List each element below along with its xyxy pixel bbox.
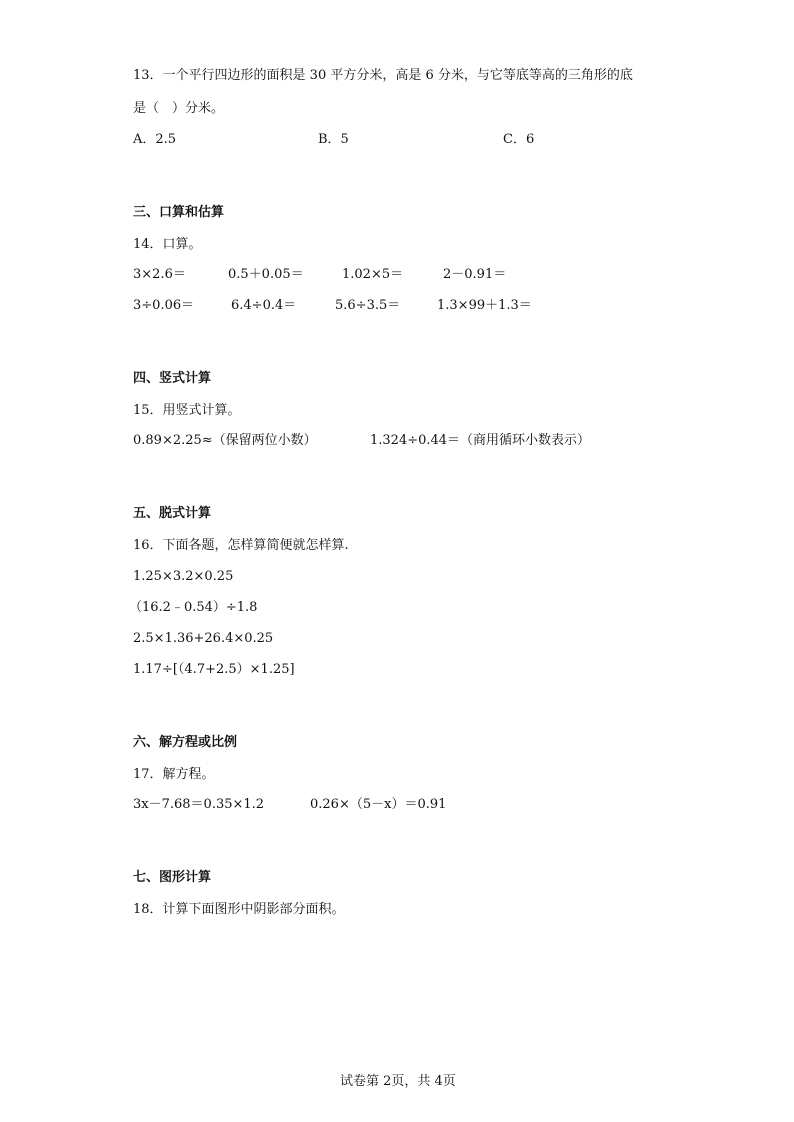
- q14-r2c1: 3÷0.06＝: [133, 298, 195, 313]
- q14-r2c4: 1.3×99＋1.3＝: [437, 298, 532, 313]
- q14-r2c2: 6.4÷0.4＝: [231, 298, 297, 313]
- page-footer: 试卷第 2页，共 4页: [340, 1074, 456, 1089]
- section4-heading: 四、竖式计算: [133, 371, 212, 386]
- q14-r1c2: 0.5＋0.05＝: [228, 267, 304, 282]
- section7-heading: 七、图形计算: [133, 870, 212, 885]
- q13-line1: 13．一个平行四边形的面积是 30 平方分米，高是 6 分米，与它等底等高的三角形的底: [133, 68, 633, 83]
- q18-label: 18．计算下面图形中阴影部分面积。: [133, 902, 345, 917]
- q16-item4: 1.17÷[（4.7+2.5）×1.25]: [133, 662, 295, 677]
- section3-heading: 三、口算和估算: [133, 205, 225, 220]
- q13-option-b: B．5: [318, 132, 349, 147]
- q16-item2: （16.2﹣0.54）÷1.8: [129, 600, 258, 615]
- q13-option-c: C．6: [503, 132, 535, 147]
- q15-label: 15．用竖式计算。: [133, 403, 241, 418]
- q13-option-a: A．2.5: [133, 132, 177, 147]
- q14-label: 14．口算。: [133, 237, 202, 252]
- q14-r1c1: 3×2.6＝: [133, 267, 186, 282]
- q16-label: 16．下面各题，怎样算简便就怎样算.: [133, 538, 349, 553]
- q17-item2: 0.26×（5－x）＝0.91: [310, 797, 447, 812]
- q16-item1: 1.25×3.2×0.25: [133, 569, 234, 584]
- q17-label: 17．解方程。: [133, 767, 215, 782]
- q16-item3: 2.5×1.36+26.4×0.25: [133, 631, 274, 646]
- q13-line2: 是（ ）分米。: [133, 101, 225, 116]
- section6-heading: 六、解方程或比例: [133, 735, 238, 750]
- q14-r2c3: 5.6÷3.5＝: [335, 298, 401, 313]
- q14-r1c4: 2－0.91＝: [443, 267, 507, 282]
- q15-item1: 0.89×2.25≈（保留两位小数）: [133, 433, 317, 448]
- section5-heading: 五、脱式计算: [133, 506, 212, 521]
- q15-item2: 1.324÷0.44＝（商用循环小数表示）: [370, 433, 591, 448]
- q17-item1: 3x－7.68＝0.35×1.2: [133, 797, 265, 812]
- q14-r1c3: 1.02×5＝: [342, 267, 404, 282]
